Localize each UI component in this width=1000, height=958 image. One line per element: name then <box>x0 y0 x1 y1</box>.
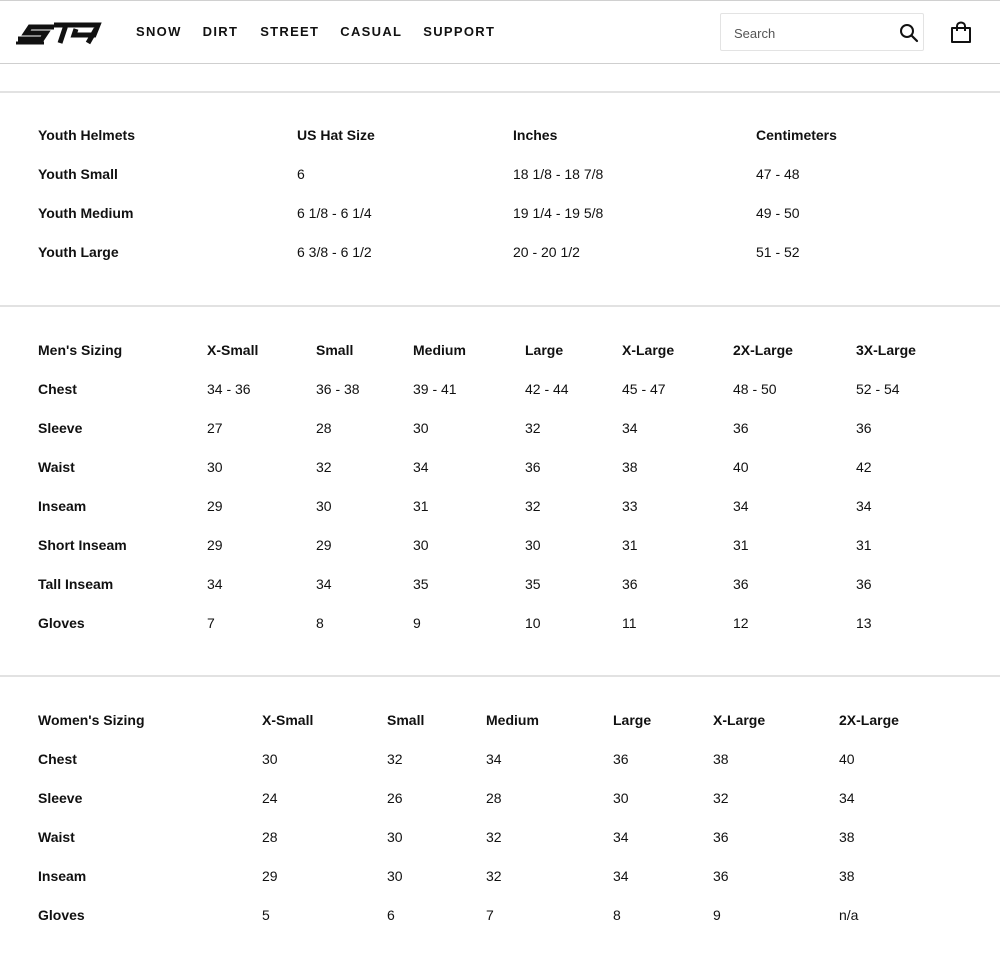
row-label: Waist <box>38 829 75 845</box>
search-icon[interactable] <box>899 23 919 43</box>
table-cell: 19 1/4 - 19 5/8 <box>513 205 604 221</box>
table-cell: 36 <box>856 420 872 436</box>
mens-sizing-table <box>0 341 1000 653</box>
table-cell: 32 <box>525 420 541 436</box>
table-cell: 18 1/8 - 18 7/8 <box>513 166 604 182</box>
table-cell: 38 <box>713 751 729 767</box>
table-row <box>0 165 1000 204</box>
table-cell: 8 <box>613 907 621 923</box>
table-cell: 42 <box>856 459 872 475</box>
row-label: Chest <box>38 381 77 397</box>
column-header: 3X-Large <box>856 342 916 358</box>
table-cell: 28 <box>486 790 502 806</box>
nav-dirt[interactable]: DIRT <box>202 24 239 39</box>
table-cell: 6 1/8 - 6 1/4 <box>297 205 372 221</box>
section-divider <box>0 91 1000 93</box>
table-cell: 34 <box>486 751 502 767</box>
row-label: Youth Medium <box>38 205 134 221</box>
table-cell: 34 <box>856 498 872 514</box>
row-label: Inseam <box>38 498 87 514</box>
table-cell: 40 <box>839 751 855 767</box>
table-cell: 30 <box>387 868 403 884</box>
table-cell: 30 <box>413 537 429 553</box>
column-header: Large <box>525 342 564 358</box>
table-row <box>0 789 1000 828</box>
table-cell: 38 <box>622 459 638 475</box>
table-row <box>0 243 1000 282</box>
table-row <box>0 458 1000 497</box>
table-cell: 20 - 20 1/2 <box>513 244 580 260</box>
table-cell: 7 <box>207 615 215 631</box>
table-cell: n/a <box>839 907 859 923</box>
column-header: Men's Sizing <box>38 342 123 358</box>
table-cell: 30 <box>413 420 429 436</box>
table-cell: 12 <box>733 615 749 631</box>
column-header: X-Small <box>262 712 314 728</box>
section-divider <box>0 675 1000 677</box>
table-cell: 35 <box>525 576 541 592</box>
table-cell: 36 - 38 <box>316 381 360 397</box>
table-cell: 6 3/8 - 6 1/2 <box>297 244 372 260</box>
table-row <box>0 380 1000 419</box>
table-row <box>0 575 1000 614</box>
table-cell: 29 <box>316 537 332 553</box>
table-cell: 36 <box>713 829 729 845</box>
table-cell: 31 <box>856 537 872 553</box>
table-cell: 51 - 52 <box>756 244 800 260</box>
table-cell: 30 <box>525 537 541 553</box>
table-cell: 31 <box>733 537 749 553</box>
table-cell: 45 - 47 <box>622 381 666 397</box>
table-cell: 36 <box>613 751 629 767</box>
table-cell: 38 <box>839 868 855 884</box>
section-divider <box>0 305 1000 307</box>
column-header: Large <box>613 712 652 728</box>
column-header: Medium <box>413 342 466 358</box>
table-row <box>0 497 1000 536</box>
table-cell: 40 <box>733 459 749 475</box>
table-cell: 34 <box>316 576 332 592</box>
table-row <box>0 828 1000 867</box>
table-cell: 34 <box>613 868 629 884</box>
table-cell: 27 <box>207 420 223 436</box>
column-header: 2X-Large <box>733 342 793 358</box>
column-header: X-Small <box>207 342 259 358</box>
table-row <box>0 906 1000 945</box>
brand-logo[interactable] <box>14 21 102 45</box>
table-cell: 28 <box>262 829 278 845</box>
womens-sizing-table <box>0 711 1000 945</box>
table-cell: 9 <box>713 907 721 923</box>
youth-helmet-table <box>0 126 1000 282</box>
table-cell: 52 - 54 <box>856 381 900 397</box>
row-label: Youth Small <box>38 166 118 182</box>
table-cell: 5 <box>262 907 270 923</box>
table-cell: 34 <box>733 498 749 514</box>
search-box <box>720 13 924 51</box>
main-nav <box>136 24 495 39</box>
column-header: Youth Helmets <box>38 127 135 143</box>
row-label: Waist <box>38 459 75 475</box>
nav-casual[interactable]: CASUAL <box>340 24 403 39</box>
table-cell: 33 <box>622 498 638 514</box>
column-header: US Hat Size <box>297 127 375 143</box>
table-cell: 34 - 36 <box>207 381 251 397</box>
table-cell: 9 <box>413 615 421 631</box>
nav-support[interactable]: SUPPORT <box>423 24 496 39</box>
table-cell: 26 <box>387 790 403 806</box>
table-header-row <box>0 126 1000 165</box>
table-cell: 24 <box>262 790 278 806</box>
table-cell: 32 <box>713 790 729 806</box>
table-cell: 48 - 50 <box>733 381 777 397</box>
table-cell: 34 <box>613 829 629 845</box>
table-cell: 29 <box>207 498 223 514</box>
table-row <box>0 614 1000 653</box>
table-cell: 13 <box>856 615 872 631</box>
table-header-row <box>0 711 1000 750</box>
table-cell: 36 <box>713 868 729 884</box>
column-header: Inches <box>513 127 558 143</box>
table-cell: 39 - 41 <box>413 381 457 397</box>
table-cell: 32 <box>316 459 332 475</box>
table-cell: 38 <box>839 829 855 845</box>
shopping-bag-icon[interactable] <box>949 21 973 45</box>
column-header: Small <box>387 712 425 728</box>
column-header: X-Large <box>622 342 675 358</box>
table-cell: 32 <box>486 868 502 884</box>
table-cell: 31 <box>622 537 638 553</box>
table-cell: 8 <box>316 615 324 631</box>
column-header: Medium <box>486 712 539 728</box>
column-header: X-Large <box>713 712 766 728</box>
row-label: Sleeve <box>38 420 83 436</box>
table-cell: 34 <box>839 790 855 806</box>
table-cell: 36 <box>525 459 541 475</box>
table-cell: 35 <box>413 576 429 592</box>
column-header: Centimeters <box>756 127 837 143</box>
table-cell: 30 <box>316 498 332 514</box>
row-label: Tall Inseam <box>38 576 114 592</box>
table-cell: 10 <box>525 615 541 631</box>
row-label: Gloves <box>38 907 85 923</box>
row-label: Youth Large <box>38 244 119 260</box>
search-input[interactable] <box>734 23 884 43</box>
table-cell: 36 <box>622 576 638 592</box>
nav-snow[interactable]: SNOW <box>136 24 182 39</box>
table-cell: 34 <box>413 459 429 475</box>
table-cell: 6 <box>297 166 305 182</box>
table-cell: 34 <box>622 420 638 436</box>
table-cell: 11 <box>622 615 637 631</box>
table-cell: 32 <box>525 498 541 514</box>
table-cell: 32 <box>486 829 502 845</box>
table-cell: 36 <box>856 576 872 592</box>
table-cell: 49 - 50 <box>756 205 800 221</box>
table-cell: 7 <box>486 907 494 923</box>
table-cell: 42 - 44 <box>525 381 569 397</box>
column-header: Small <box>316 342 354 358</box>
table-cell: 36 <box>733 576 749 592</box>
table-cell: 29 <box>262 868 278 884</box>
table-cell: 30 <box>207 459 223 475</box>
table-cell: 28 <box>316 420 332 436</box>
table-cell: 30 <box>262 751 278 767</box>
table-cell: 29 <box>207 537 223 553</box>
row-label: Chest <box>38 751 77 767</box>
column-header: Women's Sizing <box>38 712 145 728</box>
row-label: Sleeve <box>38 790 83 806</box>
table-cell: 34 <box>207 576 223 592</box>
table-cell: 31 <box>413 498 429 514</box>
table-row <box>0 419 1000 458</box>
table-cell: 32 <box>387 751 403 767</box>
table-row <box>0 867 1000 906</box>
row-label: Gloves <box>38 615 85 631</box>
table-cell: 30 <box>387 829 403 845</box>
table-cell: 47 - 48 <box>756 166 800 182</box>
row-label: Inseam <box>38 868 87 884</box>
table-cell: 30 <box>613 790 629 806</box>
table-row <box>0 750 1000 789</box>
nav-street[interactable]: STREET <box>260 24 320 39</box>
table-cell: 36 <box>733 420 749 436</box>
column-header: 2X-Large <box>839 712 899 728</box>
table-cell: 6 <box>387 907 395 923</box>
table-row <box>0 204 1000 243</box>
table-header-row <box>0 341 1000 380</box>
row-label: Short Inseam <box>38 537 127 553</box>
table-row <box>0 536 1000 575</box>
site-header <box>0 0 1000 64</box>
